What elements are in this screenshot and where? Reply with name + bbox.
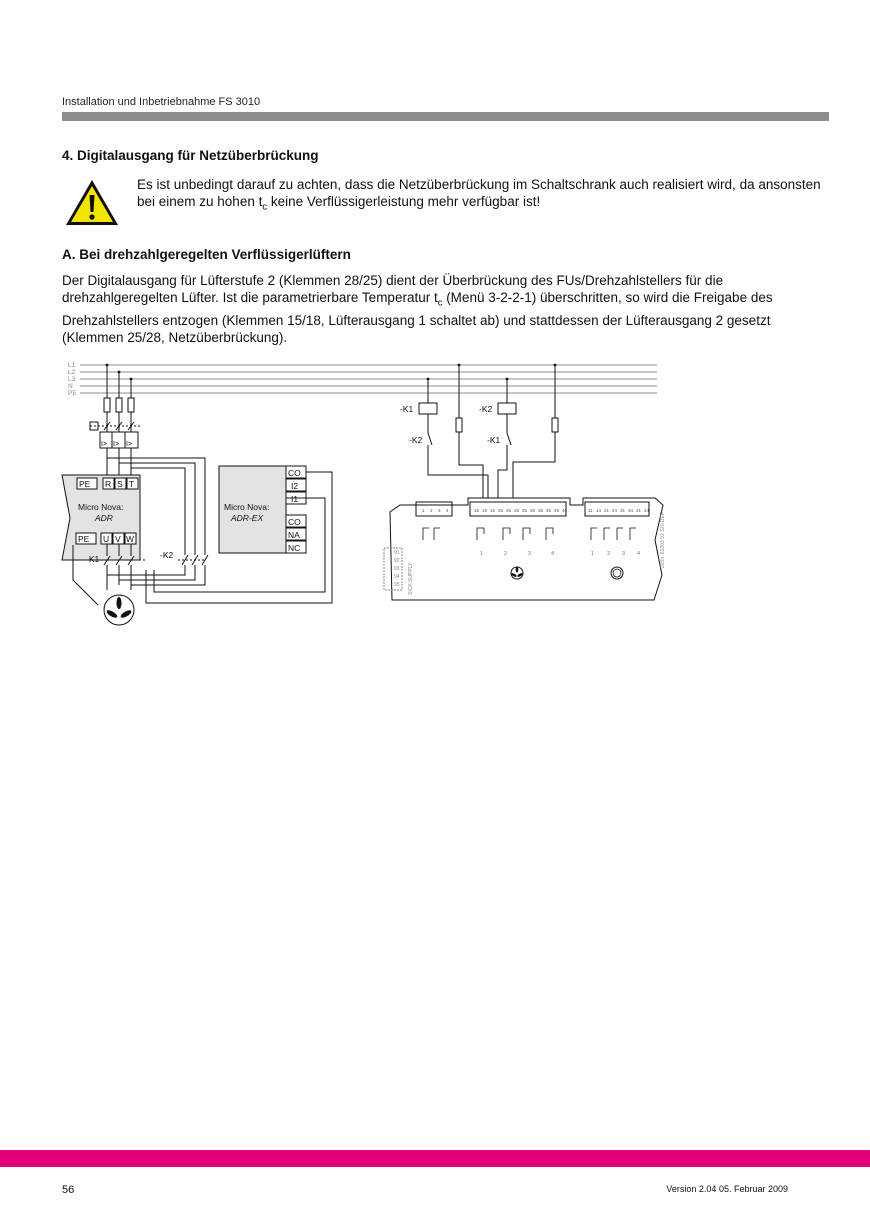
terminal-num: 34 xyxy=(628,508,634,513)
output-num: 3 xyxy=(622,551,626,557)
output-num: 1 xyxy=(480,551,484,557)
bus-lines xyxy=(80,365,657,393)
terminal-num: 44 xyxy=(644,508,650,513)
svg-text:I>: I> xyxy=(113,441,120,448)
subsection-heading: A. Bei drehzahlgeregelten Verflüssigerlüftern xyxy=(62,247,351,262)
terminal-num: 14 xyxy=(596,508,602,513)
contact-label: -K2 xyxy=(160,550,174,560)
version-info: Version 2.04 05. Februar 2009 xyxy=(666,1184,788,1194)
bus-label: L1 xyxy=(68,362,76,369)
sick-terminal: 94 xyxy=(394,574,400,580)
terminal-num: 11 xyxy=(588,508,593,513)
page-number: 56 xyxy=(62,1184,75,1196)
terminal-num: 25 xyxy=(498,508,504,513)
terminal-num: 41 xyxy=(636,508,642,513)
adrex-name: Micro Nova: xyxy=(224,502,270,512)
adrex-model: ADR-EX xyxy=(231,513,264,523)
relay-label: -K2 xyxy=(479,404,493,414)
output-num: 4 xyxy=(551,551,555,557)
adr-terminal: PE xyxy=(79,479,91,489)
adr-terminal: V xyxy=(115,534,121,544)
footer-accent-bar xyxy=(0,1150,870,1167)
adr-terminal: PE xyxy=(78,534,90,544)
adr-model: ADR xyxy=(95,513,113,523)
terminal-num: 2 xyxy=(430,508,433,513)
sick-terminal: 95 xyxy=(394,582,400,588)
terminal-num: 21 xyxy=(604,508,610,513)
terminal-num: 1 xyxy=(422,508,425,513)
terminal-num: 31 xyxy=(620,508,626,513)
terminal-num: 26 xyxy=(514,508,520,513)
terminal-num: 35 xyxy=(522,508,528,513)
terminal-num: 38 xyxy=(530,508,536,513)
bus-label: PE xyxy=(68,390,77,397)
adr-terminal: S xyxy=(117,479,123,489)
terminal-num: 16 xyxy=(490,508,496,513)
output-num: 1 xyxy=(591,551,595,557)
svg-text:I>: I> xyxy=(126,441,133,448)
bus-label: L2 xyxy=(68,369,76,376)
adrex-terminal: NC xyxy=(288,543,301,553)
output-num: 2 xyxy=(607,551,611,557)
output-num: 2 xyxy=(504,551,508,557)
adrex-terminal: CO xyxy=(288,517,301,527)
adrex-terminal: I2 xyxy=(291,481,299,491)
terminal-num: 45 xyxy=(546,508,552,513)
svg-text:I>: I> xyxy=(101,441,108,448)
header-title: Installation und Inbetriebnahme FS 3010 xyxy=(62,96,261,108)
wiring-diagram xyxy=(60,355,672,635)
bus-label: N xyxy=(68,383,73,390)
section-heading: 4. Digitalausgang für Netzüberbrückung xyxy=(62,148,319,163)
sick-terminal: 93 xyxy=(394,566,400,572)
terminal-num: 48 xyxy=(554,508,560,513)
adrex-terminal: I1 xyxy=(291,494,299,504)
subsection-paragraph: Der Digitalausgang für Lüfterstufe 2 (Klemmen 28/25) dient der Überbrückung des FUs/Drehzahlstellers für die drehzahlgeregelten Lüfter. Ist die parametrierbare Temperatur $t_c$ (Menü 3-2-2-1) überschritten, so wird die Freigabe des Drehzahlstellers entzogen (Klemmen 15/18, Lüfterausgang 1 schaltet ab) und stattdessen der Lüfterausgang 2 gesetzt (Klemmen 25/28, Netzüberbrückung). xyxy=(62,273,773,345)
terminal-num: 4 xyxy=(446,508,449,513)
contact-label: -K1 xyxy=(86,554,100,564)
adr-terminal: T xyxy=(129,479,135,489)
sick-terminal: 91 xyxy=(394,550,400,556)
terminal-num: 3 xyxy=(438,508,441,513)
terminal-num: 36 xyxy=(538,508,544,513)
terminal-num: 24 xyxy=(612,508,618,513)
warning-triangle-icon xyxy=(64,178,120,228)
sick-terminal: 92 xyxy=(394,558,400,564)
sick-supply-label: SICK SUPPLY xyxy=(408,562,414,595)
terminal-num: 28 xyxy=(506,508,512,513)
adr-name: Micro Nova: xyxy=(78,502,124,512)
terminal-num: 15 xyxy=(474,508,480,513)
adr-terminal: W xyxy=(126,534,135,544)
adrex-terminal: NA xyxy=(288,530,300,540)
output-num: 3 xyxy=(528,551,532,557)
relay-label: -K1 xyxy=(400,404,414,414)
warning-text: Es ist unbedingt darauf zu achten, dass die Netzüberbrückung im Schaltschrank auch realisiert wird, da ansonsten bei einem zu hohen $t_c$ keine Verflüssigerleistung mehr verfügbar ist! xyxy=(137,177,821,213)
adr-terminal: R xyxy=(105,479,112,489)
output-num: 4 xyxy=(637,551,641,557)
contact-label: -K1 xyxy=(487,435,501,445)
drawing-number: Zchn. 51003 92 320 DEF xyxy=(660,512,666,568)
terminal-num: 18 xyxy=(482,508,488,513)
bus-label: L3 xyxy=(68,376,76,383)
terminal-num: 46 xyxy=(562,508,568,513)
adr-terminal: U xyxy=(103,534,110,544)
header-divider xyxy=(62,112,829,121)
adrex-terminal: CO xyxy=(288,468,301,478)
contact-label: -K2 xyxy=(409,435,423,445)
